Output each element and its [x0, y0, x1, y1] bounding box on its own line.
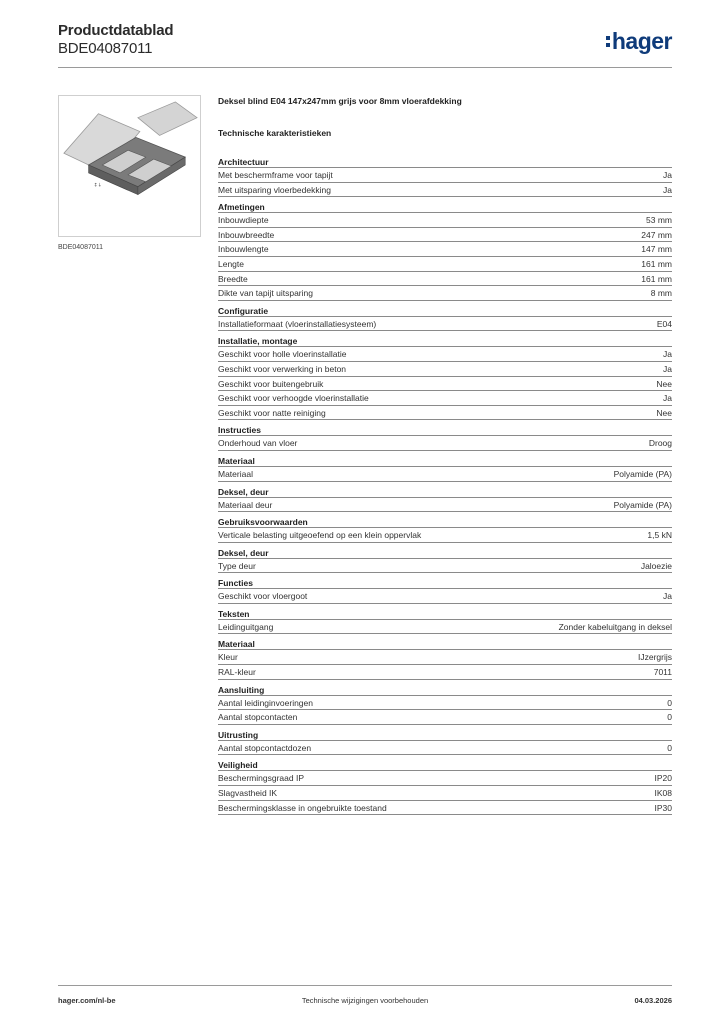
section-title: Materiaal	[218, 455, 672, 467]
spec-content	[218, 96, 672, 815]
spec-row	[218, 741, 672, 756]
spec-value: Ja	[663, 591, 672, 602]
section-title: Veiligheid	[218, 759, 672, 771]
spec-key: Dikte van tapijt uitsparing	[218, 288, 313, 299]
spec-row	[218, 377, 672, 392]
spec-row	[218, 771, 672, 786]
floor-box-cover-icon	[59, 96, 200, 236]
section-title: Functies	[218, 577, 672, 589]
spec-value: 247 mm	[641, 229, 672, 240]
spec-section	[218, 156, 672, 197]
spec-section	[218, 577, 672, 604]
spec-key: Aantal leidinginvoeringen	[218, 697, 313, 708]
spec-section	[218, 486, 672, 513]
spec-value: 161 mm	[641, 258, 672, 269]
product-image	[58, 95, 201, 237]
spec-row	[218, 228, 672, 243]
spec-key: Geschikt voor buitengebruik	[218, 378, 324, 389]
section-title: Teksten	[218, 608, 672, 620]
spec-row	[218, 272, 672, 287]
section-title: Deksel, deur	[218, 486, 672, 498]
spec-value: 0	[667, 697, 672, 708]
spec-value: Jaloezie	[640, 560, 672, 571]
spec-section	[218, 638, 672, 679]
spec-key: Aantal stopcontacten	[218, 712, 298, 723]
logo-text: hager	[611, 28, 672, 54]
spec-row	[218, 362, 672, 377]
spec-row	[218, 168, 672, 183]
spec-row	[218, 286, 672, 301]
spec-section	[218, 547, 672, 574]
section-title: Configuratie	[218, 305, 672, 317]
spec-key: Verticale belasting uitgeoefend op een klein oppervlak	[218, 530, 422, 541]
spec-value: 147 mm	[641, 244, 672, 255]
footer-website[interactable]: hager.com/nl-be	[58, 996, 116, 1005]
spec-value: Droog	[648, 438, 672, 449]
footer-disclaimer: Technische wijzigingen voorbehouden	[301, 996, 429, 1005]
document-code: BDE04087011	[58, 40, 153, 57]
spec-row	[218, 786, 672, 801]
spec-row	[218, 665, 672, 680]
spec-value: E04	[656, 318, 672, 329]
spec-row	[218, 406, 672, 421]
spec-value: Ja	[663, 363, 672, 374]
spec-section	[218, 201, 672, 301]
spec-key: Materiaal deur	[218, 499, 273, 510]
spec-value: 8 mm	[650, 288, 672, 299]
section-title: Afmetingen	[218, 201, 672, 213]
spec-sections	[218, 156, 672, 815]
spec-section	[218, 455, 672, 482]
spec-row	[218, 436, 672, 451]
spec-row	[218, 467, 672, 482]
spec-key: Met uitsparing vloerbedekking	[218, 184, 331, 195]
spec-row	[218, 528, 672, 543]
spec-key: Leidinguitgang	[218, 621, 274, 632]
spec-key: Kleur	[218, 652, 238, 663]
spec-row	[218, 183, 672, 198]
tech-heading: Technische karakteristieken	[218, 128, 332, 138]
spec-key: Slagvastheid IK	[218, 788, 278, 799]
spec-key: Geschikt voor verhoogde vloerinstallatie	[218, 393, 369, 404]
spec-value: IP30	[654, 802, 672, 813]
product-title: Deksel blind E04 147x247mm grijs voor 8mm vloerafdekking	[218, 96, 462, 106]
spec-value: Nee	[656, 378, 672, 389]
page-header	[58, 22, 672, 68]
spec-key: Geschikt voor holle vloerinstallatie	[218, 349, 347, 360]
image-caption: BDE04087011	[58, 244, 104, 251]
spec-row	[218, 347, 672, 362]
spec-key: Geschikt voor natte reiniging	[218, 407, 326, 418]
section-title: Materiaal	[218, 638, 672, 650]
spec-section	[218, 335, 672, 420]
spec-row	[218, 589, 672, 604]
spec-key: Inbouwdiepte	[218, 215, 269, 226]
spec-key: RAL-kleur	[218, 667, 256, 678]
logo-dots-icon	[606, 35, 610, 49]
spec-value: IJzergrijs	[637, 652, 672, 663]
spec-key: Materiaal	[218, 468, 253, 479]
spec-key: Beschermingsgraad IP	[218, 773, 304, 784]
spec-row	[218, 650, 672, 665]
spec-key: Aantal stopcontactdozen	[218, 742, 312, 753]
spec-value: 0	[667, 742, 672, 753]
section-title: Installatie, montage	[218, 335, 672, 347]
spec-row	[218, 559, 672, 574]
spec-row	[218, 620, 672, 635]
footer-date: 04.03.2026	[634, 996, 672, 1005]
spec-value: Ja	[663, 393, 672, 404]
spec-value: Zonder kabeluitgang in deksel	[558, 621, 672, 632]
spec-section	[218, 424, 672, 451]
spec-key: Met beschermframe voor tapijt	[218, 170, 333, 180]
spec-value: Ja	[663, 170, 672, 180]
spec-row	[218, 498, 672, 513]
spec-value: IK08	[654, 788, 672, 799]
spec-row	[218, 257, 672, 272]
spec-value: 7011	[653, 667, 672, 678]
spec-row	[218, 213, 672, 228]
spec-key: Geschikt voor vloergoot	[218, 591, 308, 602]
spec-value: IP20	[654, 773, 672, 784]
spec-row	[218, 317, 672, 332]
section-title: Uitrusting	[218, 729, 672, 741]
spec-section	[218, 729, 672, 756]
spec-value: Ja	[663, 184, 672, 195]
footer-divider	[58, 985, 672, 986]
spec-section	[218, 516, 672, 543]
section-title: Architectuur	[218, 156, 672, 168]
header-divider	[58, 67, 672, 68]
spec-value: Polyamide (PA)	[613, 499, 672, 510]
spec-value: Ja	[663, 349, 672, 360]
section-title: Instructies	[218, 424, 672, 436]
spec-section	[218, 759, 672, 815]
section-title: Gebruiksvoorwaarden	[218, 516, 672, 528]
spec-key: Lengte	[218, 258, 244, 269]
spec-key: Inbouwbreedte	[218, 229, 275, 240]
spec-row	[218, 801, 672, 816]
hager-logo	[606, 28, 672, 55]
spec-row	[218, 710, 672, 725]
document-title: Productdatablad	[58, 22, 174, 39]
spec-section	[218, 305, 672, 332]
spec-key: Breedte	[218, 273, 248, 284]
spec-key: Inbouwlengte	[218, 244, 269, 255]
spec-row	[218, 696, 672, 711]
spec-key: Type deur	[218, 560, 256, 571]
spec-section	[218, 608, 672, 635]
spec-key: Installatieformaat (vloerinstallatiesysteem)	[218, 318, 377, 329]
spec-row	[218, 242, 672, 257]
spec-section	[218, 684, 672, 725]
spec-value: Nee	[656, 407, 672, 418]
spec-key: Onderhoud van vloer	[218, 438, 298, 449]
spec-key: Beschermingsklasse in ongebruikte toestand	[218, 802, 387, 813]
spec-value: 161 mm	[641, 273, 672, 284]
spec-key: Geschikt voor verwerking in beton	[218, 363, 347, 374]
spec-value: 0	[667, 712, 672, 723]
spec-value: Polyamide (PA)	[613, 468, 672, 479]
svg-text:↕↓: ↕↓	[93, 182, 102, 189]
spec-value: 1,5 kN	[647, 530, 672, 541]
page-footer	[58, 996, 672, 1010]
spec-row	[218, 391, 672, 406]
section-title: Aansluiting	[218, 684, 672, 696]
section-title: Deksel, deur	[218, 547, 672, 559]
spec-value: 53 mm	[646, 215, 672, 226]
